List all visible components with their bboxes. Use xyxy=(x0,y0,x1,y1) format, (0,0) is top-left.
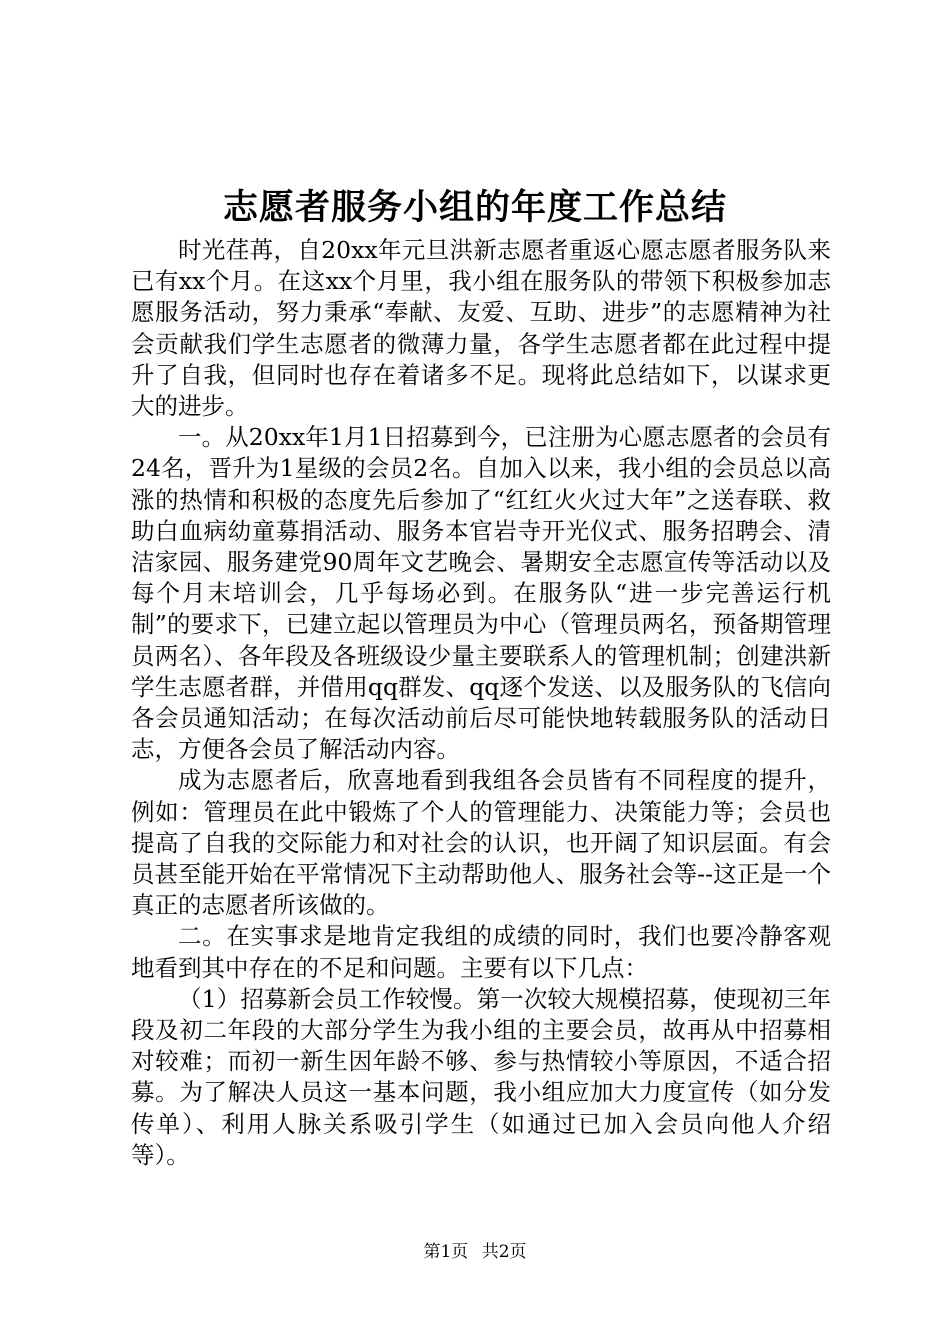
paragraph-section-one: 一。从20xx年1月1日招募到今，已注册为心愿志愿者的会员有24名，晋升为1星级的会员2名。自加入以来，我小组的会员总以高涨的热情和积极的态度先后参加了“红红火火过大年”之送春联、救助白血病幼童募捐活动、服务本官岩寺开光仪式、服务招聘会、清洁家园、服务建党90周年文艺晚会、暑期安全志愿宣传等活动以及每个月末培训会，几乎每场必到。在服务队“进一步完善运行机制”的要求下，已建立起以管理员为中心（管理员两名，预备期管理员两名）、各年段及各班级设少量主要联系人的管理机制；创建洪新学生志愿者群，并借用qq群发、qq逐个发送、以及服务队的飞信向各会员通知活动；在每次活动前后尽可能快地转载服务队的活动日志，方便各会员了解活动内容。 xyxy=(131,423,831,764)
paragraph-achievements: 成为志愿者后，欣喜地看到我组各会员皆有不同程度的提升，例如：管理员在此中锻炼了个人的管理能力、决策能力等；会员也提高了自我的交际能力和对社会的认识，也开阔了知识层面。有会员甚至能开始在平常情况下主动帮助他人、服务社会等--这正是一个真正的志愿者所该做的。 xyxy=(131,766,831,920)
paragraph-intro: 时光荏苒，自20xx年元旦洪新志愿者重返心愿志愿者服务队来已有xx个月。在这xx个月里，我小组在服务队的带领下积极参加志愿服务活动，努力秉承“奉献、友爱、互助、进步”的志愿精神为社会贡献我们学生志愿者的微薄力量，各学生志愿者都在此过程中提升了自我，但同时也存在着诸多不足。现将此总结如下，以谋求更大的进步。 xyxy=(131,236,831,421)
page-footer xyxy=(0,1240,950,1264)
page-number-total: 共2页 xyxy=(481,1242,527,1262)
document-title: 志愿者服务小组的年度工作总结 xyxy=(222,188,727,228)
paragraph-item-one: （1）招募新会员工作较慢。第一次较大规模招募，使现初三年段及初二年段的大部分学生为我小组的主要会员，故再从中招募相对较难；而初一新生因年龄不够、参与热情较小等原因，不适合招募。为了解决人员这一基本问题，我小组应加大力度宣传（如分发传单）、利用人脉关系吸引学生（如通过已加入会员向他人介绍等）。 xyxy=(131,984,831,1169)
document-body xyxy=(131,235,831,1171)
paragraph-section-two: 二。在实事求是地肯定我组的成绩的同时，我们也要冷静客观地看到其中存在的不足和问题。主要有以下几点： xyxy=(131,922,831,982)
page-number-current: 第1页 xyxy=(423,1242,469,1262)
